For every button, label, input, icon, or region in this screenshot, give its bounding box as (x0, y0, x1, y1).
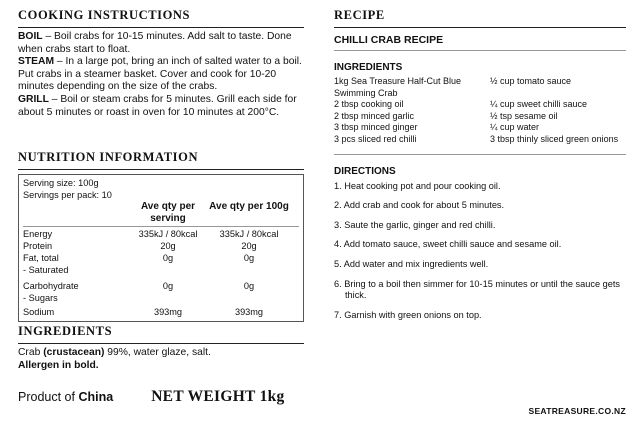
nutrition-divider (23, 226, 299, 227)
steam-label: STEAM (18, 56, 55, 68)
list-item (490, 88, 626, 100)
ingredients-heading: INGREDIENTS (18, 324, 304, 344)
serving-size-text: Serving size: 100g (23, 178, 99, 188)
list-item: 2 tbsp cooking oil (334, 99, 404, 110)
recipe-ingredients-left (334, 76, 490, 146)
product-country: China (78, 390, 114, 404)
list-item: 4. Add tomato sauce, sweet chilli sauce and sesame oil. (334, 239, 562, 250)
list-item: ¼ cup water (490, 122, 540, 133)
recipe-ingredients-right (490, 76, 626, 146)
ingredients-list: Crab (crustacean) 99%, water glaze, salt. (18, 347, 211, 358)
steam-text: – In a large pot, bring an inch of salted water to a boil. Put crabs in a steamer basket. Cover and cook for 10-20 minutes depending on the size of the crabs. (18, 56, 302, 93)
boil-label: BOIL (18, 31, 43, 42)
grill-label: GRILL (18, 93, 49, 105)
nutrition-heading: NUTRITION INFORMATION (18, 150, 304, 170)
table-row: - Saturated (23, 265, 69, 275)
product-of: Product of China (18, 390, 114, 404)
col-per-100g: Ave qty per 100g (209, 201, 289, 212)
nutrition-section (18, 150, 304, 322)
servings-per-pack (23, 189, 299, 201)
net-weight: NET WEIGHT 1kg (151, 388, 285, 405)
nutrition-table (18, 174, 304, 322)
list-item: ¼ cup sweet chilli sauce (490, 99, 588, 110)
list-item: ½ tsp sesame oil (490, 110, 558, 121)
table-row: Energy 335kJ / 80kcal 335kJ / 80kcal (23, 229, 279, 239)
col-per-serving: Ave qty per serving (140, 201, 196, 224)
list-item: 1kg Sea Treasure Half-Cut Blue Swimming Crab (334, 76, 462, 98)
nutrition-header-row (23, 201, 299, 225)
steam-instruction (18, 56, 304, 94)
list-item: 5. Add water and mix ingredients well. (334, 258, 489, 269)
cooking-instructions-heading: COOKING INSTRUCTIONS (18, 8, 304, 28)
table-row: - Sugars (23, 293, 58, 303)
grill-text: – Boil or steam crabs for 5 minutes. Grill each side for about 5 minutes or roast in oven for 10 minutes at 200°C. (18, 93, 297, 118)
recipe-ingredients-heading: INGREDIENTS (334, 62, 403, 73)
allergen-note: Allergen in bold. (18, 359, 99, 371)
list-item: 3 tbsp thinly sliced green onions (490, 133, 619, 144)
boil-instruction (18, 31, 304, 56)
table-row: Protein 20g 20g (23, 241, 257, 251)
table-row: Carbohydrate 0g 0g (23, 281, 255, 291)
recipe-box (334, 27, 626, 321)
list-item: 3 pcs sliced red chilli (334, 133, 417, 144)
directions-heading: DIRECTIONS (334, 165, 396, 177)
directions-list (334, 181, 626, 322)
list-item: 1. Heat cooking pot and pour cooking oil. (334, 180, 501, 191)
list-item: 7. Garnish with green onions on top. (334, 309, 482, 320)
website-url: SEATREASURE.CO.NZ (528, 406, 626, 416)
grill-instruction (18, 94, 304, 119)
boil-text: – Boil crabs for 10-15 minutes. Add salt to taste. Done when crabs start to float. (18, 31, 292, 55)
table-row: Fat, total 0g 0g (23, 253, 255, 263)
list-item: 3 tbsp minced ginger (334, 122, 418, 133)
list-item: 2 tbsp minced garlic (334, 110, 415, 121)
left-column (18, 8, 304, 405)
servings-per-pack-text: Servings per pack: 10 (23, 190, 112, 200)
recipe-title: CHILLI CRAB RECIPE (334, 28, 626, 51)
list-item: 6. Bring to a boil then simmer for 10-15 minutes or until the sauce gets thick. (334, 278, 620, 301)
list-item: ½ cup tomato sauce (490, 76, 572, 86)
table-row: Sodium 393mg 393mg (23, 307, 264, 317)
divider (334, 154, 626, 155)
recipe-heading: RECIPE (334, 8, 385, 22)
product-info (18, 388, 304, 406)
right-column (334, 8, 626, 321)
cooking-instructions (18, 31, 304, 119)
list-item: 2. Add crab and cook for about 5 minutes. (334, 200, 505, 211)
serving-size (23, 177, 299, 189)
list-item: 3. Saute the garlic, ginger and red chilli. (334, 219, 496, 230)
recipe-ingredients (334, 76, 626, 146)
ingredients-section (18, 324, 304, 372)
